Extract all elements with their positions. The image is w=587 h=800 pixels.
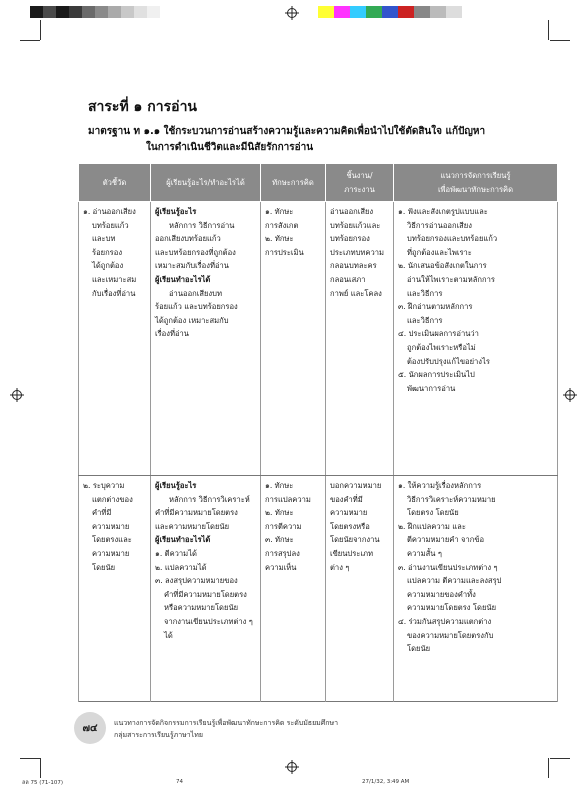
- slug-file-name: ลล 75 (71-107): [22, 780, 64, 786]
- do-list: [155, 547, 256, 642]
- skills-cell: [261, 476, 326, 702]
- table-bottom-rule: [79, 702, 558, 703]
- approach-item-line: ๔. ร่วมกันสรุปความแตกต่าง: [398, 616, 492, 626]
- do-line: อ่านออกเสียงบท: [169, 288, 222, 298]
- do-item-line: ได้: [164, 630, 173, 640]
- skill-line: ๑. ทักษะ: [265, 207, 294, 216]
- learn-line: เหมาะสมกับเรื่องที่อ่าน: [155, 261, 229, 271]
- approach-item-line: ต้องปรับปรุงแก้ไขอย่างไร: [407, 356, 490, 366]
- column-header: [394, 164, 558, 202]
- tasks-cell: [326, 202, 394, 476]
- standard-line-2: ในการดำเนินชีวิตและมีนิสัยรักการอ่าน: [146, 142, 314, 153]
- approach-item-line: และวิธีการ: [407, 288, 443, 298]
- color-swatch: [414, 6, 430, 18]
- column-header-text: ผู้เรียนรู้อะไร/ทำอะไรได้: [166, 177, 245, 187]
- color-swatch: [366, 6, 382, 18]
- approach-cell: [394, 476, 558, 702]
- column-header: [79, 164, 151, 202]
- task-line: กลอนเสภา: [330, 274, 366, 284]
- skill-line: ๑. ทักษะ: [265, 481, 294, 490]
- do-line: เรื่องที่อ่าน: [155, 329, 189, 339]
- approach-item-line: บทร้อยกรองและบทร้อยแก้ว: [407, 234, 498, 244]
- task-line: อ่านออกเสียง: [330, 207, 374, 216]
- approach-item: [398, 615, 553, 656]
- tasks-cell: [326, 476, 394, 702]
- do-item-line: หรือความหมายโดยนัย: [164, 603, 239, 613]
- approach-item-line: โดยตรง โดยนัย: [407, 508, 459, 518]
- task-line: กาพย์ และโคลง: [330, 288, 382, 298]
- approach-item-line: ความสั้น ๆ: [407, 548, 442, 558]
- approach-item: [398, 368, 553, 395]
- indicator-line: ๑. อ่านออกเสียง: [83, 207, 136, 216]
- column-header: [326, 164, 394, 202]
- standard-statement: [88, 124, 548, 156]
- section-heading: สาระที่ ๑ การอ่าน: [88, 99, 198, 115]
- color-swatch: [69, 6, 82, 18]
- skill-line: ๓. ทักษะ: [265, 535, 294, 545]
- footer-subject-group: กลุ่มสาระการเรียนรู้ภาษาไทย: [114, 731, 203, 739]
- do-item-line: ๒. แปลความได้: [155, 562, 207, 572]
- approach-item-line: วิธีการอ่านออกเสียง: [407, 220, 472, 230]
- skill-line: การสรุปลง: [265, 548, 300, 558]
- color-swatch: [30, 6, 43, 18]
- skill-line: ๒. ทักษะ: [265, 234, 294, 244]
- color-swatch: [398, 6, 414, 18]
- skill-line: การประเมิน: [265, 247, 304, 257]
- approach-item: [398, 520, 553, 561]
- learning-table: [78, 163, 558, 702]
- crop-mark: [548, 20, 549, 40]
- column-header-text: ทักษะการคิด: [272, 177, 314, 187]
- approach-item: [398, 205, 553, 259]
- do-item: [155, 561, 256, 575]
- approach-item-line: ๑. ให้ความรู้เรื่องหลักการ: [398, 481, 482, 490]
- skill-line: ความเห็น: [265, 562, 297, 572]
- task-line: กลอนบทละคร: [330, 261, 377, 271]
- slug-date: 27/1/32, 3:49 AM: [362, 779, 410, 785]
- learn-line: ออกเสียงบทร้อยแก้ว: [155, 234, 221, 244]
- printer-color-bar-left: [30, 6, 160, 18]
- column-header: [261, 164, 326, 202]
- approach-item: [398, 327, 553, 368]
- task-line: โดยนัยจากงาน: [330, 535, 380, 545]
- crop-mark: [550, 40, 570, 41]
- color-swatch: [350, 6, 366, 18]
- approach-item-line: ถูกต้องไพเราะหรือไม่: [407, 342, 476, 352]
- indicator-line: โดยตรงและ: [92, 535, 132, 545]
- footer-book-title: แนวทางการจัดกิจกรรมการเรียนรู้เพื่อพัฒนาทักษะการคิด ระดับมัธยมศึกษา: [114, 719, 339, 727]
- approach-item-line: แปลความ ตีความและลงสรุป: [407, 576, 502, 586]
- learn-title: ผู้เรียนรู้อะไร: [155, 481, 197, 490]
- skill-line: การสังเกต: [265, 220, 299, 230]
- task-line: ประเภทบทความ: [330, 247, 385, 257]
- standard-line-1: มาตรฐาน ท ๑.๑ ใช้กระบวนการอ่านสร้างความรู้และความคิดเพื่อนำไปใช้ตัดสินใจ แก้ปัญหา: [88, 126, 486, 137]
- approach-item-line: ของความหมายโดยตรงกับ: [407, 630, 494, 640]
- indicator-line: กับเรื่องที่อ่าน: [92, 288, 136, 298]
- indicator-line: ความหมาย: [92, 548, 130, 558]
- indicator-line: โดยนัย: [92, 562, 116, 572]
- do-body: [155, 287, 256, 341]
- indicator-line: คำที่มี: [92, 508, 112, 518]
- column-header-text: เพื่อพัฒนาทักษะการคิด: [437, 184, 514, 194]
- do-line: ร้อยแก้ว และบทร้อยกรอง: [155, 302, 238, 312]
- table-header-row: [79, 164, 558, 202]
- approach-item-line: โดยนัย: [407, 644, 431, 654]
- do-title: ผู้เรียนทำอะไรได้: [155, 274, 211, 284]
- learn-body: [155, 219, 256, 273]
- color-swatch: [121, 6, 134, 18]
- task-line: ของคำที่มี: [330, 494, 363, 504]
- color-swatch: [147, 6, 160, 18]
- learn-body: [155, 493, 256, 534]
- task-line: ต่าง ๆ: [330, 562, 350, 572]
- printer-color-bar-right: [318, 6, 462, 18]
- learn-line: และบทร้อยกรองที่ถูกต้อง: [155, 247, 236, 257]
- table-row: [79, 476, 558, 702]
- learning-cell: [151, 202, 261, 476]
- task-line: บอกความหมาย: [330, 481, 382, 490]
- do-line: ได้ถูกต้อง เหมาะสมกับ: [155, 315, 229, 325]
- color-swatch: [382, 6, 398, 18]
- do-item-line: ๑. ตีความได้: [155, 548, 197, 558]
- color-swatch: [95, 6, 108, 18]
- approach-item-line: ๕. นักผลการประเมินไป: [398, 370, 475, 380]
- skill-line: การตีความ: [265, 521, 302, 531]
- skill-line: ๒. ทักษะ: [265, 508, 294, 518]
- learn-line: คำที่มีความหมายโดยตรง: [155, 508, 238, 518]
- color-swatch: [82, 6, 95, 18]
- color-swatch: [56, 6, 69, 18]
- approach-item: [398, 479, 553, 520]
- approach-item-line: และวิธีการ: [407, 315, 443, 325]
- crop-mark: [40, 20, 41, 40]
- color-swatch: [430, 6, 446, 18]
- column-header-text: ตัวชี้วัด: [102, 177, 127, 187]
- do-title: ผู้เรียนทำอะไรได้: [155, 535, 211, 545]
- color-swatch: [334, 6, 350, 18]
- approach-item: [398, 300, 553, 327]
- task-line: ความหมาย: [330, 508, 368, 518]
- crop-mark: [550, 758, 570, 759]
- color-swatch: [108, 6, 121, 18]
- registration-mark-top: [285, 6, 299, 20]
- approach-item-line: ๔. ประเมินผลการอ่านว่า: [398, 329, 479, 339]
- indicator-cell: [79, 476, 151, 702]
- indicator-line: ร้อยกรอง: [92, 247, 123, 257]
- learn-line: และความหมายโดยนัย: [155, 521, 230, 531]
- column-header: [151, 164, 261, 202]
- color-swatch: [318, 6, 334, 18]
- crop-mark: [20, 758, 40, 759]
- approach-item-line: ๓. อ่านงานเขียนประเภทต่าง ๆ: [398, 562, 498, 572]
- approach-item-line: ความหมายโดยตรง โดยนัย: [407, 603, 497, 613]
- column-header-text: แนวการจัดการเรียนรู้: [440, 170, 511, 180]
- crop-mark: [20, 40, 40, 41]
- indicator-line: ๒. ระบุความ: [83, 481, 125, 490]
- skills-cell: [261, 202, 326, 476]
- approach-item-line: ความหมายของคำทั้ง: [407, 589, 476, 599]
- do-item-line: ๓. ลงสรุปความหมายของ: [155, 576, 238, 586]
- indicator-line: ความหมาย: [92, 521, 130, 531]
- task-line: เขียนประเภท: [330, 548, 374, 558]
- approach-item-line: ๒. นักเสนอข้อสังเกตในการ: [398, 261, 487, 271]
- learn-title: ผู้เรียนรู้อะไร: [155, 207, 197, 216]
- approach-item-line: ที่ถูกต้องและไพเราะ: [407, 247, 472, 257]
- approach-item-line: ๓. ฝึกอ่านตามหลักการ: [398, 302, 473, 312]
- color-swatch: [134, 6, 147, 18]
- skill-line: การแปลความ: [265, 494, 311, 504]
- do-item: [155, 574, 256, 642]
- indicator-line: และบท: [92, 234, 116, 244]
- slug-page: 74: [176, 779, 183, 785]
- column-header-text: ภาระงาน: [344, 184, 375, 194]
- approach-item: [398, 561, 553, 615]
- indicator-line: แตกต่างของ: [92, 494, 133, 504]
- approach-item-line: ตีความหมายคำ จากข้อ: [407, 535, 485, 545]
- approach-item-line: พัฒนาการอ่าน: [407, 383, 456, 393]
- registration-mark-bottom: [285, 760, 299, 774]
- learn-line: หลักการ วิธีการอ่าน: [169, 220, 235, 230]
- table-row: [79, 202, 558, 476]
- task-line: บทร้อยกรอง: [330, 234, 370, 244]
- indicator-cell: [79, 202, 151, 476]
- color-swatch: [446, 6, 462, 18]
- do-item: [155, 547, 256, 561]
- registration-mark-left: [10, 388, 24, 402]
- do-item-line: คำที่มีความหมายโดยตรง: [164, 589, 247, 599]
- approach-item: [398, 259, 553, 300]
- registration-mark-right: [563, 388, 577, 402]
- learn-line: หลักการ วิธีการวิเคราะห์: [169, 494, 250, 504]
- approach-item-line: ๑. ฟังและสังเกตรูปแบบและ: [398, 207, 488, 216]
- crop-mark: [548, 758, 549, 778]
- approach-item-line: ๒. ฝึกแปลความ และ: [398, 521, 466, 531]
- task-line: โดยตรงหรือ: [330, 521, 370, 531]
- approach-item-line: วิธีการวิเคราะห์ความหมาย: [407, 494, 496, 504]
- approach-item-line: อ่านให้ไพเราะตามหลักการ: [407, 274, 495, 284]
- indicator-line: บทร้อยแก้ว: [92, 220, 129, 230]
- task-line: บทร้อยแก้วและ: [330, 220, 381, 230]
- crop-mark: [40, 758, 41, 778]
- indicator-line: ได้ถูกต้อง: [92, 261, 124, 271]
- learning-cell: [151, 476, 261, 702]
- indicator-line: และเหมาะสม: [92, 274, 137, 284]
- approach-cell: [394, 202, 558, 476]
- do-item-line: จากงานเขียนประเภทต่าง ๆ: [164, 616, 253, 626]
- color-swatch: [43, 6, 56, 18]
- page-number-badge: ๗๔: [74, 712, 106, 744]
- column-header-text: ชิ้นงาน/: [346, 170, 373, 180]
